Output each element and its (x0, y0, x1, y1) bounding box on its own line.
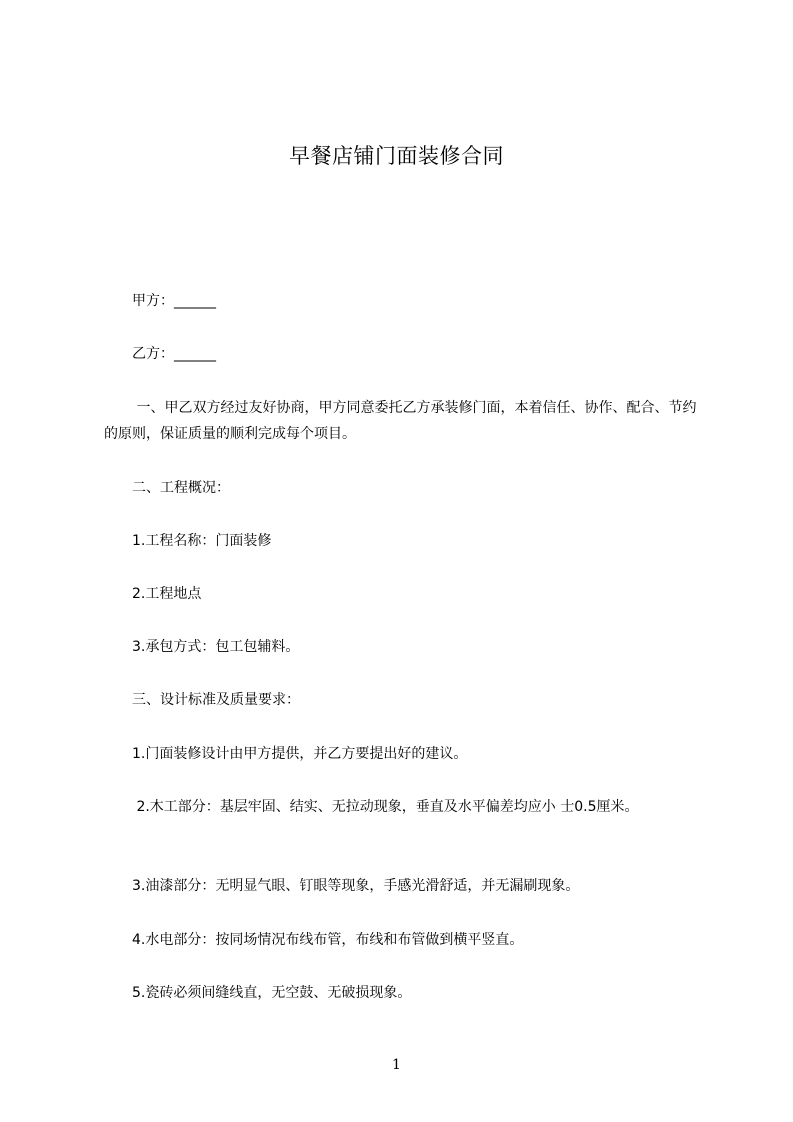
party-a-line: 甲方：______ (104, 293, 216, 309)
carpentry-item: 2.木工部分：基层牢固、结实、无拉动现象，垂直及水平偏差均应小 士0.5厘米。 (104, 799, 639, 815)
plumbing-electrical-item: 4.水电部分：按同场情况布线布管，布线和布管做到横平竖直。 (104, 932, 524, 948)
section-1-paragraph: 一、甲乙双方经过友好协商，甲方同意委托乙方承装修门面，本着信任、协作、配合、节约的原则，保证质量的顺利完成每个项目。 (104, 400, 697, 442)
contract-method-item: 3.承包方式：包工包辅料。 (104, 639, 300, 655)
project-location-item: 2.工程地点 (104, 586, 202, 602)
section-3-heading: 三、设计标准及质量要求： (104, 692, 300, 708)
painting-item: 3.油漆部分：无明显气眼、钉眼等现象，手感光滑舒适，并无漏刷现象。 (104, 878, 580, 894)
page-number: 1 (392, 1057, 401, 1073)
document-title: 早餐店铺门面装修合同 (289, 144, 504, 168)
project-name-item: 1.工程名称：门面装修 (104, 533, 272, 549)
design-item: 1.门面装修设计由甲方提供，并乙方要提出好的建议。 (104, 746, 468, 762)
party-b-line: 乙方：______ (104, 346, 216, 362)
tiling-item: 5.瓷砖必须间缝线直，无空鼓、无破损现象。 (104, 985, 412, 1001)
section-2-heading: 二、工程概况： (104, 480, 230, 496)
